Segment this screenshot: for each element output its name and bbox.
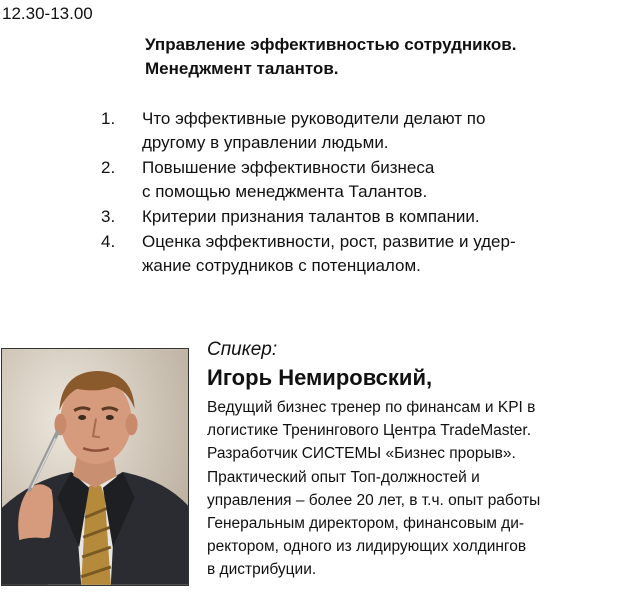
speaker-photo	[1, 348, 189, 586]
session-time: 12.30-13.00	[2, 4, 93, 23]
agenda-text: жание сотрудников с потенциалом.	[142, 256, 421, 275]
agenda-text: Что эффективные руководители делают по	[142, 109, 486, 128]
agenda-item	[0, 156, 625, 204]
agenda-item	[0, 205, 625, 229]
session-title-line: Менеджмент талантов.	[145, 59, 339, 78]
speaker-bio	[207, 396, 540, 582]
agenda-text: другому в управлении людьми.	[142, 133, 389, 152]
speaker-name: Игорь Немировский,	[207, 365, 433, 390]
agenda-text: с помощью менеджмента Талантов.	[142, 182, 428, 201]
speaker-label: Спикер:	[207, 339, 278, 360]
bio-line: Ведущий бизнес тренер по финансам и KPI в	[207, 399, 536, 416]
session-title	[145, 33, 516, 81]
agenda-number: 2.	[101, 158, 116, 177]
bio-line: в дистрибуции.	[207, 561, 317, 579]
agenda-number: 4.	[101, 232, 116, 251]
bio-line: ректором, одного из лидирующих холдингов	[207, 538, 527, 556]
bio-line: управления – более 20 лет, в т.ч. опыт работы	[207, 491, 541, 509]
bio-line: Генеральным директором, финансовым ди-	[207, 515, 525, 533]
bio-line: логистике Тренингового Центра TradeMaster.	[207, 422, 532, 440]
agenda-text: Повышение эффективности бизнеса	[142, 158, 435, 177]
agenda-item	[0, 230, 625, 278]
agenda-list	[0, 107, 625, 279]
agenda-text: Оценка эффективности, рост, развитие и удер-	[142, 232, 516, 251]
bio-line: Разработчик СИСТЕМЫ «Бизнес прорыв».	[207, 445, 516, 463]
agenda-text: Критерии признания талантов в компании.	[142, 207, 480, 226]
bio-line: Практический опыт Топ-должностей и	[207, 468, 480, 486]
agenda-number: 3.	[101, 207, 116, 226]
session-title-line: Управление эффективностью сотрудников.	[145, 35, 517, 54]
agenda-number: 1.	[101, 109, 116, 128]
agenda-item	[0, 107, 625, 155]
speaker-portrait-illustration	[2, 349, 188, 585]
